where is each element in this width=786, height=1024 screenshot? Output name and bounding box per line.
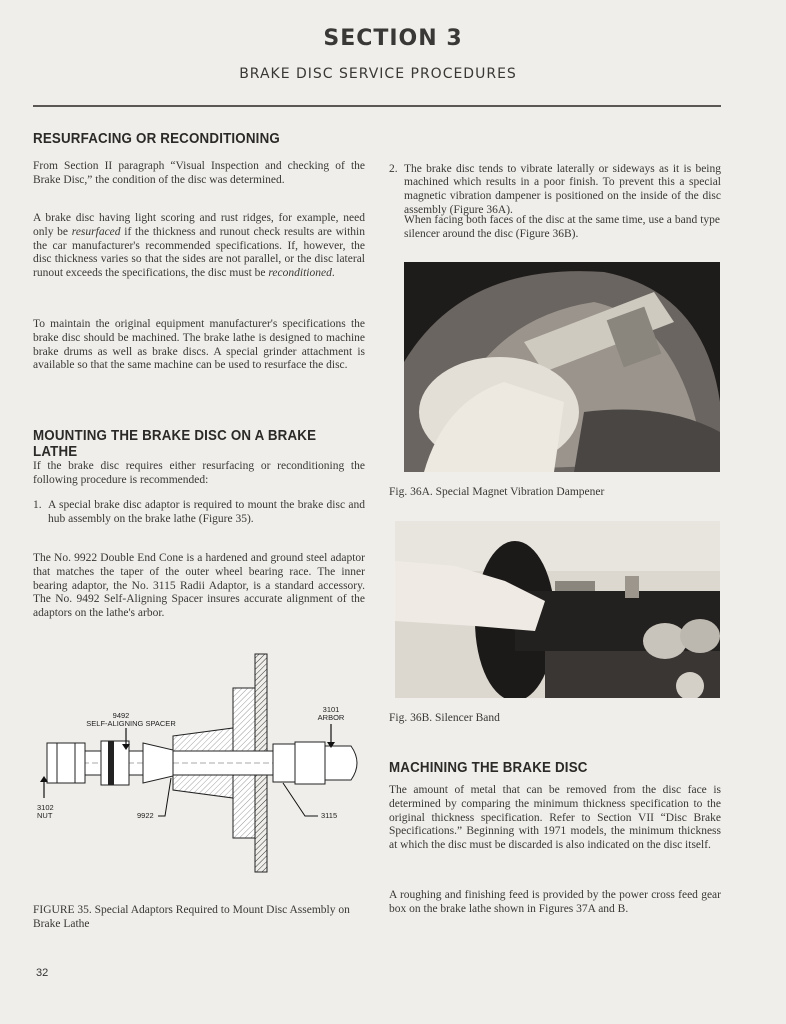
header-divider xyxy=(33,105,721,107)
page-number: 32 xyxy=(36,967,49,979)
heading-resurfacing: RESURFACING OR RECONDITIONING xyxy=(33,131,280,147)
paragraph-resurfaced xyxy=(33,212,365,281)
section-subtitle: BRAKE DISC SERVICE PROCEDURES xyxy=(239,66,517,82)
label-9492-text: SELF-ALIGNING SPACER xyxy=(86,719,176,728)
figure-35-caption: FIGURE 35. Special Adaptors Required to Mount Disc Assembly on Brake Lathe xyxy=(33,904,350,930)
photo-magnet-dampener xyxy=(404,262,720,472)
double-end-cone-shape xyxy=(143,743,173,783)
list-item-2 xyxy=(389,163,721,218)
list-item-2-text: The brake disc tends to vibrate laterally or sideways as it is being machined which results in a poor finish. To prevent this a special magnetic vibration dampener is positioned on the inside of the disc assembly (Figure 36A). xyxy=(404,162,721,216)
paragraph-metal-removal: The amount of metal that can be removed from the disc face is determined by comparing the minimum thickness specification to the original thickness specification. Refer to Section VII “Disc Brake Specifications.” Beginning with 1971 models, the minimum thickness at which the disc must be discarded is also indicated on the disc itself. xyxy=(389,784,721,852)
p2-text-a: A brake disc having light scoring and rust ridges, for example, need only be xyxy=(33,212,365,238)
label-3102-text: NUT xyxy=(37,811,53,820)
radii-adaptor-shape xyxy=(273,744,295,782)
p2-text-b: if the thickness and runout check results are within the car manufacturer's recommended specifications. If, however, the disc thickness varies so that the sides are not parallel, or the disc lateral runout exceeds the specifications, the disc must be xyxy=(33,225,365,280)
list-item-1-number: 1. xyxy=(33,499,42,511)
list-item-1 xyxy=(33,499,365,527)
paragraph-visual-inspection: From Section II paragraph “Visual Inspection and checking of the Brake Disc,” the condition of the disc was determined. xyxy=(33,160,365,186)
p2-emphasis-reconditioned: reconditioned xyxy=(268,267,332,280)
heading-mounting: MOUNTING THE BRAKE DISC ON A BRAKE LATHE xyxy=(33,428,317,460)
label-9922: 9922 xyxy=(137,811,154,820)
paragraph-feed: A roughing and finishing feed is provided by the power cross feed gear box on the brake lathe shown in Figures 37A and B. xyxy=(389,889,721,915)
p2-emphasis-resurfaced: resurfaced xyxy=(71,225,121,238)
paragraph-silencer: When facing both faces of the disc at the same time, use a band type silencer around the disc (Figure 36B). xyxy=(404,214,720,240)
label-3101-text: ARBOR xyxy=(317,713,345,722)
p2-text-c: . xyxy=(331,267,335,280)
photo-silencer-band xyxy=(395,521,720,698)
label-3102-number: 3102 xyxy=(37,803,54,812)
list-item-1-text: A special brake disc adaptor is required to mount the brake disc and hub assembly on the brake lathe (Figure 35). xyxy=(48,499,365,525)
label-3115: 3115 xyxy=(321,811,338,820)
figure-35-diagram xyxy=(33,648,373,878)
list-item-2-number: 2. xyxy=(389,162,398,175)
label-3101-number: 3101 xyxy=(322,705,340,714)
figure-36a-caption: Fig. 36A. Special Magnet Vibration Dampener xyxy=(389,486,605,498)
section-title: SECTION 3 xyxy=(323,26,463,51)
heading-machining: MACHINING THE BRAKE DISC xyxy=(389,760,588,776)
figure-36b-caption: Fig. 36B. Silencer Band xyxy=(389,712,500,724)
label-9492-number: 9492 xyxy=(112,711,130,720)
nut-shape xyxy=(47,743,85,783)
paragraph-double-end-cone: The No. 9922 Double End Cone is a hardened and ground steel adaptor that matches the taper of the outer wheel bearing race. The inner bearing adaptor, the No. 3115 Radii Adaptor, is a standard accessory. The No. 9492 Self-Aligning Spacer insures accurate alignment of the adaptors on the lathe's arbor. xyxy=(33,552,365,620)
paragraph-procedure-intro: If the brake disc requires either resurfacing or reconditioning the following procedure is recommended: xyxy=(33,460,365,486)
paragraph-maintain-specifications: To maintain the original equipment manufacturer's specifications the brake disc should be machined. The brake lathe is designed to machine brake drums as well as brake discs. A special grinder attachment is available so that the same machine can be used to resurface the disc. xyxy=(33,318,365,372)
